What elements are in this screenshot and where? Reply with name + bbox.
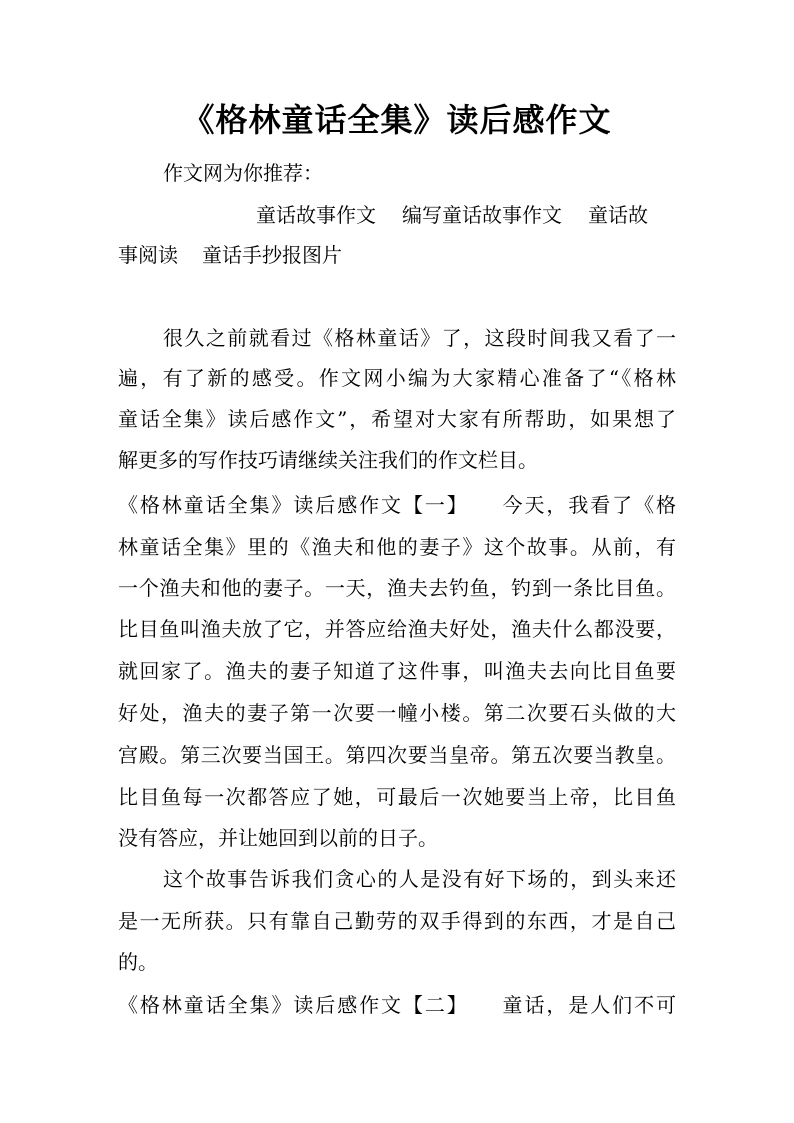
paragraph-line: 《格林童话全集》读后感作文【一】 今天，我看了《格 <box>118 493 676 517</box>
paragraph-line: 林童话全集》里的《渔夫和他的妻子》这个故事。从前，有 <box>118 535 676 559</box>
paragraph-line: 比目鱼叫渔夫放了它，并答应给渔夫好处，渔夫什么都没要， <box>118 617 676 641</box>
tag-link[interactable]: 童话故 <box>588 203 648 227</box>
paragraph-line: 这个故事告诉我们贪心的人是没有好下场的，到头来还 <box>163 867 676 891</box>
paragraph-line: 童话全集》读后感作文”，希望对大家有所帮助，如果想了 <box>118 407 676 431</box>
paragraph-line: 没有答应，并让她回到以前的日子。 <box>118 826 438 850</box>
paragraph-line: 很久之前就看过《格林童话》了，这段时间我又看了一 <box>163 326 676 350</box>
paragraph-line: 比目鱼每一次都答应了她，可最后一次她要当上帝，比目鱼 <box>118 785 676 809</box>
paragraph-line: 是一无所获。只有靠自己勤劳的双手得到的东西，才是自己 <box>118 909 676 933</box>
page-title: 《格林童话全集》读后感作文 <box>182 101 612 139</box>
paragraph-line: 的。 <box>118 950 158 974</box>
paragraph-line: 解更多的写作技巧请继续关注我们的作文栏目。 <box>118 448 538 472</box>
paragraph-line: 一个渔夫和他的妻子。一天，渔夫去钓鱼，钓到一条比目鱼。 <box>118 576 676 600</box>
paragraph-line: 就回家了。渔夫的妻子知道了这件事，叫渔夫去向比目鱼要 <box>118 659 676 683</box>
recommend-tags-row-2 <box>118 240 676 270</box>
tag-link[interactable]: 编写童话故事作文 <box>402 203 562 227</box>
recommend-tags-row-1 <box>256 200 676 230</box>
paragraph-line: 遍，有了新的感受。作文网小编为大家精心准备了“《格林 <box>118 366 676 390</box>
paragraph-line: 宫殿。第三次要当国王。第四次要当皇帝。第五次要当教皇。 <box>118 743 676 767</box>
tag-link[interactable]: 童话故事作文 <box>256 203 376 227</box>
paragraph-line: 好处，渔夫的妻子第一次要一幢小楼。第二次要石头做的大 <box>118 701 676 725</box>
tag-link[interactable]: 事阅读 <box>118 243 178 267</box>
tag-link[interactable]: 童话手抄报图片 <box>202 243 342 267</box>
recommend-label: 作文网为你推荐： <box>163 161 323 185</box>
paragraph-line: 《格林童话全集》读后感作文【二】 童话，是人们不可 <box>118 993 676 1017</box>
